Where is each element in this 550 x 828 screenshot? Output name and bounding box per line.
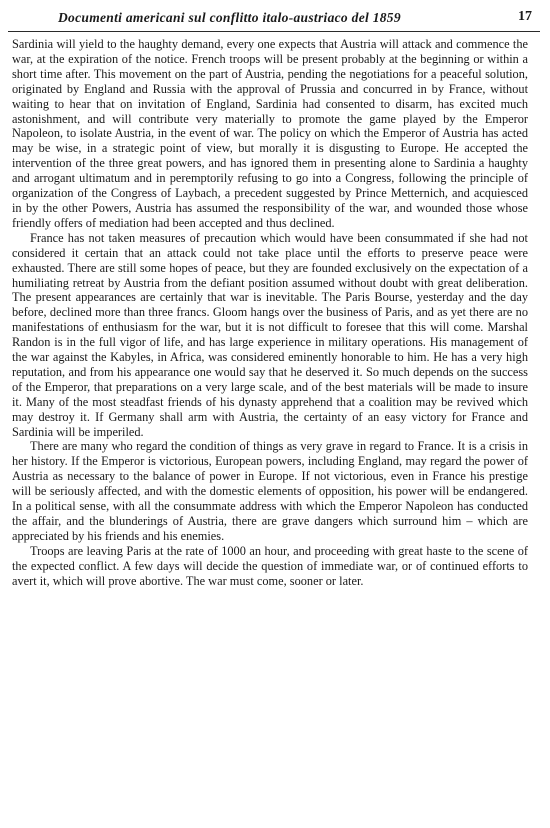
header-rule [8, 31, 540, 32]
paragraph: There are many who regard the condition of things as very grave in regard to France. It is a crisis in her history. If the Emperor is victorious, European powers, including England, may regard the power of Austria as necessary to the balance of power in Europe. If not victorious, even in France his prestige will be seriously affected, and with the domestic elements of opposition, his power will be endangered. In a political sense, with all the consummate address with which the Emperor Napoleon has conducted the affair, and the blunderings of Austria, there are grave dangers which surround him – which are appreciated by his friends and his enemies. [12, 439, 528, 543]
paragraph: Sardinia will yield to the haughty demand, every one expects that Austria will attack and commence the war, at the expiration of the notice. French troops will be present probably at the beginning or within a short time after. This movement on the part of Austria, pending the negotiations for a peaceful solution, originated by England and Russia with the approval of Prussia and concurred in by France, without waiting to hear that on invitation of England, Sardinia had consented to disarm, has excited much astonishment, and will contribute very materially to promote the game played by the Emperor Napoleon, to isolate Austria, in the event of war. The policy on which the Emperor of Austria has acted may be wise, in a strategic point of view, but morally it is disgusting to Europe. He accepted the intervention of the three great powers, and has ignored them in presenting alone to Sardinia a haughty and arrogant ultimatum and in peremptorily refusing to go into a Congress, following the principle of organization of the Congress of Laybach, a precedent suggested by Prince Metternich, and acquiesced in by the other Powers, Austria has assumed the responsibility of the war, and wounded those whose friendly offers of mediation had been accepted and thus declined. [12, 37, 528, 230]
paragraph: France has not taken measures of precaution which would have been consummated if she had not considered it certain that an attack could not take place until the efforts to preserve peace were exhausted. There are still some hopes of peace, but they are founded exclusively on the expectation of a humiliating retreat by Austria from the defiant position assumed without doubt with great deliberation. The present appearances are certainly that war is inevitable. The Paris Bourse, yesterday and the day before, declined more than three francs. Gloom hangs over the business of Paris, and as yet there are no manifestations of enthusiasm for the war, but it is not difficult to foresee that this will come. Marshal Randon is in the full vigor of life, and has large experience in military operations. His management of the war against the Kabyles, in Africa, was considered eminently honorable to him. He has a very high reputation, and from his appearance one would say that he deserved it. So much depends on the success of the Emperor, that preparations on a very large scale, and of the best materials will be made to insure it. Many of the most steadfast friends of his dynasty apprehend that a coalition may be revived which may destroy it. If Germany shall arm with Austria, the certainty of an easy victory for France and Sardinia will be imperiled. [12, 230, 528, 439]
running-head [58, 8, 532, 30]
paragraph: Troops are leaving Paris at the rate of 1000 an hour, and proceeding with great haste to the scene of the expected conflict. A few days will decide the question of immediate war, or of continued efforts to avert it, which will prove abortive. The war must come, sooner or later. [12, 543, 528, 588]
page-number: 17 [518, 9, 532, 24]
running-title: Documenti americani sul conflitto italo-austriaco del 1859 [58, 10, 401, 25]
body-text [12, 37, 528, 589]
